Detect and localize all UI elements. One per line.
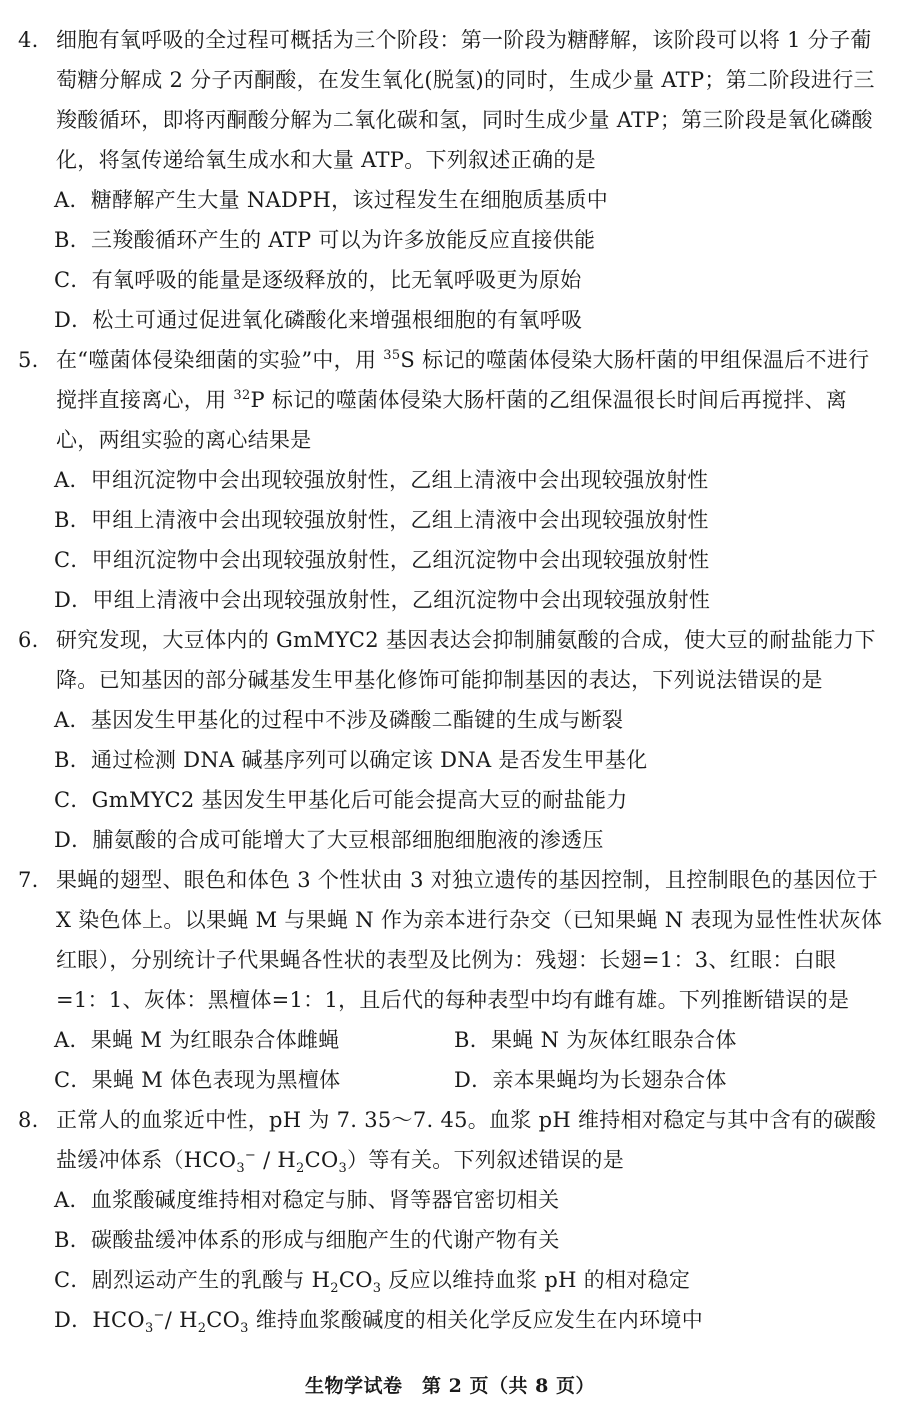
question-number: 7.: [18, 868, 39, 892]
question-text: 果蝇的翅型、眼色和体色 3 个性状由 3 对独立遗传的基因控制，且控制眼色的基因位于 X 染色体上。以果蝇 M 与果蝇 N 作为亲本进行杂交（已知果蝇 N 表现为显性性状灰体红眼），分别统计子代果蝇各性状的表型及比例为：残翅：长翅=1：3、红眼：白眼=1：1、灰体：黑檀体=1：1，且后代的每种表型中均有雌有雄。下列推断错误的是: [56, 868, 883, 1012]
question-text: 在“噬菌体侵染细菌的实验”中，用 $^{35}$S 标记的噬菌体侵染大肠杆菌的甲组保温后不进行搅拌直接离心，用 $^{32}$P 标记的噬菌体侵染大肠杆菌的乙组保温很长时间后再搅拌、离心，两组实验的离心结果是: [56, 348, 870, 452]
option-a: A．糖酵解产生大量 NADPH，该过程发生在细胞质基质中: [54, 188, 609, 212]
option-b: B．碳酸盐缓冲体系的形成与细胞产生的代谢产物有关: [54, 1228, 560, 1252]
question-number: 4.: [18, 28, 39, 52]
question-6: [18, 620, 884, 860]
option-a: A．甲组沉淀物中会出现较强放射性，乙组上清液中会出现较强放射性: [54, 468, 709, 492]
question-text: 正常人的血浆近中性，pH 为 7. 35～7. 45。血浆 pH 维持相对稳定与其中含有的碳酸盐缓冲体系$(HCO_3^- / H_2CO_3)$等有关。下列叙述错误的是: [56, 1108, 877, 1177]
option-c: C．甲组沉淀物中会出现较强放射性，乙组沉淀物中会出现较强放射性: [54, 548, 710, 572]
option-d: D．甲组上清液中会出现较强放射性，乙组沉淀物中会出现较强放射性: [54, 588, 711, 612]
question-number: 6.: [18, 628, 39, 652]
option-a: A．基因发生甲基化的过程中不涉及磷酸二酯键的生成与断裂: [54, 708, 624, 732]
option-b: B．通过检测 DNA 碱基序列可以确定该 DNA 是否发生甲基化: [54, 748, 648, 772]
option-c: C．剧烈运动产生的乳酸与 $H_2CO_3$ 反应以维持血浆 pH 的相对稳定: [54, 1268, 691, 1297]
option-c: C．GmMYC2 基因发生甲基化后可能会提高大豆的耐盐能力: [54, 788, 628, 812]
option-c: C．果蝇 M 体色表现为黑檀体: [54, 1068, 341, 1092]
question-stem: [18, 1100, 884, 1180]
option-a: A．果蝇 M 为红眼杂合体雌蝇: [54, 1028, 340, 1052]
question-4: [18, 20, 884, 340]
option-a: A．血浆酸碱度维持相对稳定与肺、肾等器官密切相关: [54, 1188, 560, 1212]
option-b: B．甲组上清液中会出现较强放射性，乙组上清液中会出现较强放射性: [54, 508, 709, 532]
question-stem: [18, 620, 884, 700]
question-7: [18, 860, 884, 1100]
option-c: C．有氧呼吸的能量是逐级释放的，比无氧呼吸更为原始: [54, 268, 582, 292]
option-d: D．松土可通过促进氧化磷酸化来增强根细胞的有氧呼吸: [54, 308, 583, 332]
question-5: [18, 340, 884, 620]
question-text: 细胞有氧呼吸的全过程可概括为三个阶段：第一阶段为糖酵解，该阶段可以将 1 分子葡萄糖分解成 2 分子丙酮酸，在发生氧化(脱氢)的同时，生成少量 ATP；第二阶段进行三羧酸循环，即将丙酮酸分解为二氧化碳和氢，同时生成少量 ATP；第三阶段是氧化磷酸化，将氢传递给氧生成水和大量 ATP。下列叙述正确的是: [56, 28, 875, 172]
question-8: [18, 1100, 884, 1340]
question-stem: [18, 20, 884, 180]
option-d: D．亲本果蝇均为长翅杂合体: [454, 1068, 727, 1092]
option-row: [18, 1060, 884, 1100]
question-stem: [18, 340, 884, 460]
question-number: 8.: [18, 1108, 39, 1132]
option-row: [18, 1020, 884, 1060]
option-b: B．三羧酸循环产生的 ATP 可以为许多放能反应直接供能: [54, 228, 596, 252]
option-b: B．果蝇 N 为灰体红眼杂合体: [454, 1028, 737, 1052]
option-d: D．$HCO_3^-/$ $H_2CO_3$ 维持血浆酸碱度的相关化学反应发生在内环境中: [54, 1308, 704, 1337]
question-number: 5.: [18, 348, 39, 372]
option-d: D．脯氨酸的合成可能增大了大豆根部细胞细胞液的渗透压: [54, 828, 604, 852]
question-stem: [18, 860, 884, 1020]
page-footer: 生物学试卷 第 2 页（共 8 页）: [305, 1375, 595, 1397]
question-text: 研究发现，大豆体内的 GmMYC2 基因表达会抑制脯氨酸的合成，使大豆的耐盐能力下降。已知基因的部分碱基发生甲基化修饰可能抑制基因的表达，下列说法错误的是: [56, 628, 876, 692]
